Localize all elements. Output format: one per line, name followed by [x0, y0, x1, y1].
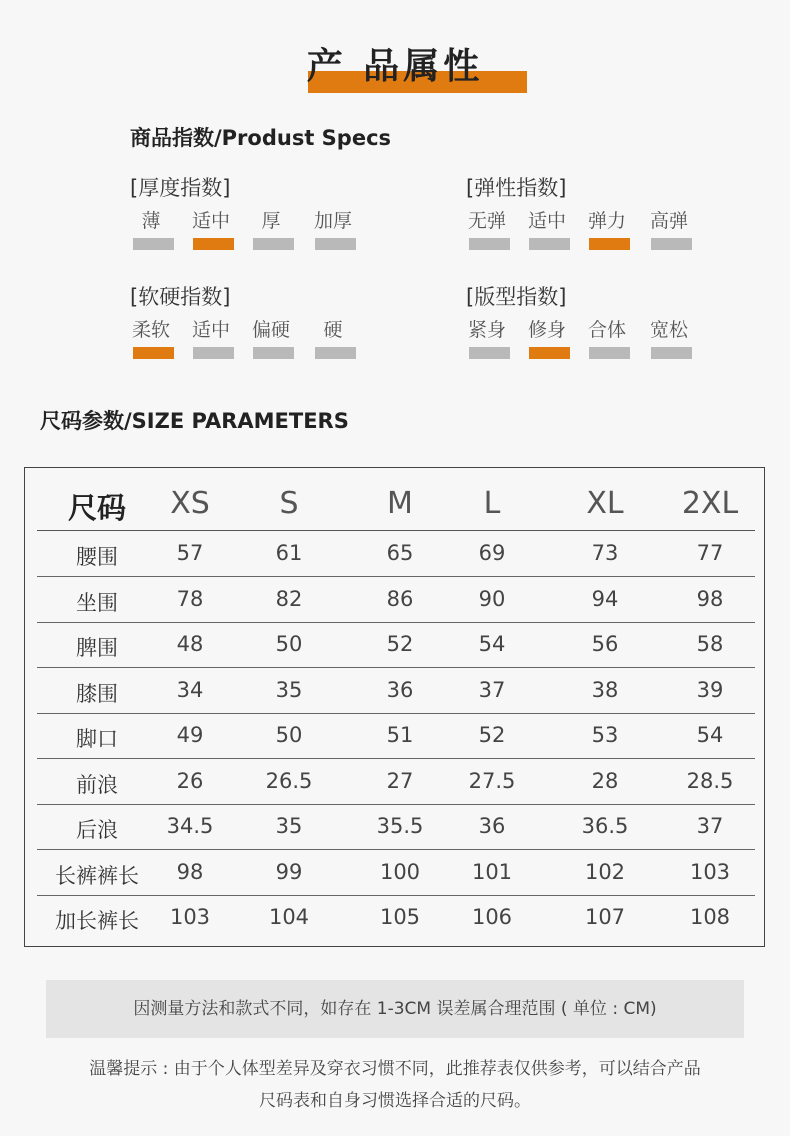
spec-option-label: 适中	[527, 210, 566, 232]
table-cell: 104	[268, 905, 310, 929]
table-cell: 54	[696, 723, 724, 747]
spec-group	[466, 172, 716, 262]
spec-indicator-active	[193, 238, 234, 250]
size-column-header: XL	[586, 486, 624, 521]
table-cell: 77	[696, 541, 724, 565]
table-cell: 36	[386, 677, 414, 702]
spec-option-label: 厚	[261, 210, 281, 232]
table-row	[37, 622, 755, 668]
size-column-label: 尺码	[67, 491, 126, 525]
table-cell: 108	[689, 905, 731, 929]
table-cell: 78	[176, 586, 204, 611]
table-cell: 94	[591, 586, 619, 611]
spec-option-label: 合体	[587, 319, 626, 341]
table-cell: 102	[584, 859, 626, 884]
table-cell: 51	[386, 723, 414, 747]
table-cell: 56	[591, 632, 619, 656]
spec-indicator	[651, 347, 692, 359]
table-cell: 37	[478, 677, 506, 702]
table-cell: 57	[176, 541, 204, 565]
size-column-header: L	[483, 486, 501, 521]
row-label: 脾围	[76, 636, 118, 660]
size-table	[24, 467, 765, 947]
specs-heading: 商品指数/Produst Specs	[130, 126, 392, 150]
spec-indicator	[315, 238, 356, 250]
table-cell: 35	[275, 814, 303, 838]
table-cell: 34.5	[166, 814, 214, 838]
spec-option-label: 宽松	[649, 319, 688, 341]
table-cell: 50	[275, 632, 303, 656]
table-row	[37, 531, 755, 577]
spec-option-label: 修身	[527, 319, 566, 341]
spec-indicator-active	[529, 347, 570, 359]
row-label: 膝围	[76, 681, 118, 706]
table-cell: 28	[591, 768, 619, 793]
spec-indicator	[133, 238, 174, 250]
table-row	[37, 668, 755, 714]
table-cell: 86	[386, 586, 414, 611]
size-table-header	[37, 478, 755, 531]
table-cell: 58	[696, 632, 724, 656]
table-cell: 53	[591, 723, 619, 747]
spec-indicator	[651, 238, 692, 250]
page-title: 产 品属性	[306, 46, 484, 87]
spec-option-label: 加厚	[313, 210, 352, 232]
spec-group-title: [软硬指数]	[130, 285, 231, 309]
table-cell: 52	[478, 723, 506, 747]
table-cell: 103	[169, 905, 211, 929]
table-row	[37, 895, 755, 940]
table-cell: 37	[696, 814, 724, 838]
row-label: 脚口	[76, 727, 118, 751]
tip-line-1: 温馨提示 : 由于个人体型差异及穿衣习惯不同，此推荐表仅供参考，可以结合产品	[89, 1059, 701, 1079]
row-label: 腰围	[76, 545, 118, 569]
row-label: 前浪	[76, 772, 118, 797]
spec-option-label: 适中	[191, 210, 230, 232]
spec-indicator	[315, 347, 356, 359]
size-column-header: S	[279, 486, 299, 521]
table-cell: 106	[471, 905, 513, 929]
spec-option-label: 柔软	[131, 319, 170, 341]
table-cell: 26.5	[265, 768, 313, 793]
tip-line-2: 尺码表和自身习惯选择合适的尺码。	[259, 1091, 531, 1111]
table-cell: 27.5	[468, 768, 516, 793]
spec-option-label: 无弹	[467, 210, 506, 232]
table-cell: 28.5	[686, 768, 734, 793]
spec-option-label: 紧身	[467, 319, 506, 341]
table-cell: 27	[386, 768, 414, 793]
table-row	[37, 713, 755, 759]
size-column-header: 2XL	[681, 486, 739, 521]
spec-indicator	[193, 347, 234, 359]
spec-group	[466, 281, 716, 371]
table-cell: 54	[478, 632, 506, 656]
page-title-block	[0, 38, 790, 98]
table-cell: 35	[275, 677, 303, 702]
table-cell: 103	[689, 859, 731, 884]
spec-indicator	[469, 347, 510, 359]
table-cell: 50	[275, 723, 303, 747]
spec-group-title: [弹性指数]	[466, 176, 567, 200]
spec-indicator	[589, 347, 630, 359]
table-cell: 98	[176, 859, 204, 884]
spec-group	[130, 172, 380, 262]
spec-option-label: 偏硬	[251, 319, 290, 341]
measurement-note: 因测量方法和款式不同，如存在 1-3CM 误差属合理范围 ( 单位 : CM)	[46, 980, 744, 1038]
spec-indicator	[529, 238, 570, 250]
table-cell: 35.5	[376, 814, 424, 838]
spec-indicator	[253, 238, 294, 250]
table-cell: 100	[379, 859, 421, 884]
size-column-header: XS	[170, 486, 210, 521]
spec-option-label: 适中	[191, 319, 230, 341]
table-cell: 98	[696, 586, 724, 611]
row-label: 加长裤长	[55, 909, 139, 933]
table-cell: 90	[478, 586, 506, 611]
spec-option-label: 弹力	[587, 210, 626, 232]
table-cell: 36.5	[581, 814, 629, 838]
row-label: 长裤裤长	[55, 863, 139, 888]
table-row	[37, 804, 755, 850]
spec-group-title: [版型指数]	[466, 285, 567, 309]
row-label: 后浪	[76, 818, 118, 842]
table-cell: 49	[176, 723, 204, 747]
spec-group-title: [厚度指数]	[130, 176, 231, 200]
size-column-header: M	[387, 486, 413, 521]
spec-option-label: 薄	[141, 210, 161, 232]
table-row	[37, 577, 755, 623]
table-cell: 61	[275, 541, 303, 565]
table-cell: 105	[379, 905, 421, 929]
table-cell: 38	[591, 677, 619, 702]
table-cell: 99	[275, 859, 303, 884]
table-cell: 36	[478, 814, 506, 838]
spec-indicator-active	[133, 347, 174, 359]
spec-option-label: 硬	[323, 319, 343, 341]
table-cell: 52	[386, 632, 414, 656]
spec-indicator	[469, 238, 510, 250]
table-cell: 101	[471, 859, 513, 884]
table-row	[37, 850, 755, 896]
table-cell: 26	[176, 768, 204, 793]
table-row	[37, 759, 755, 805]
row-label: 坐围	[76, 590, 118, 615]
table-cell: 39	[696, 677, 724, 702]
table-cell: 48	[176, 632, 204, 656]
table-cell: 107	[584, 905, 626, 929]
spec-indicator	[253, 347, 294, 359]
size-heading: 尺码参数/SIZE PARAMETERS	[40, 409, 349, 433]
spec-option-label: 高弹	[649, 210, 688, 232]
spec-indicator-active	[589, 238, 630, 250]
table-cell: 65	[386, 541, 414, 565]
table-cell: 69	[478, 541, 506, 565]
spec-group	[130, 281, 380, 371]
table-cell: 34	[176, 677, 204, 702]
table-cell: 73	[591, 541, 619, 565]
table-cell: 82	[275, 586, 303, 611]
